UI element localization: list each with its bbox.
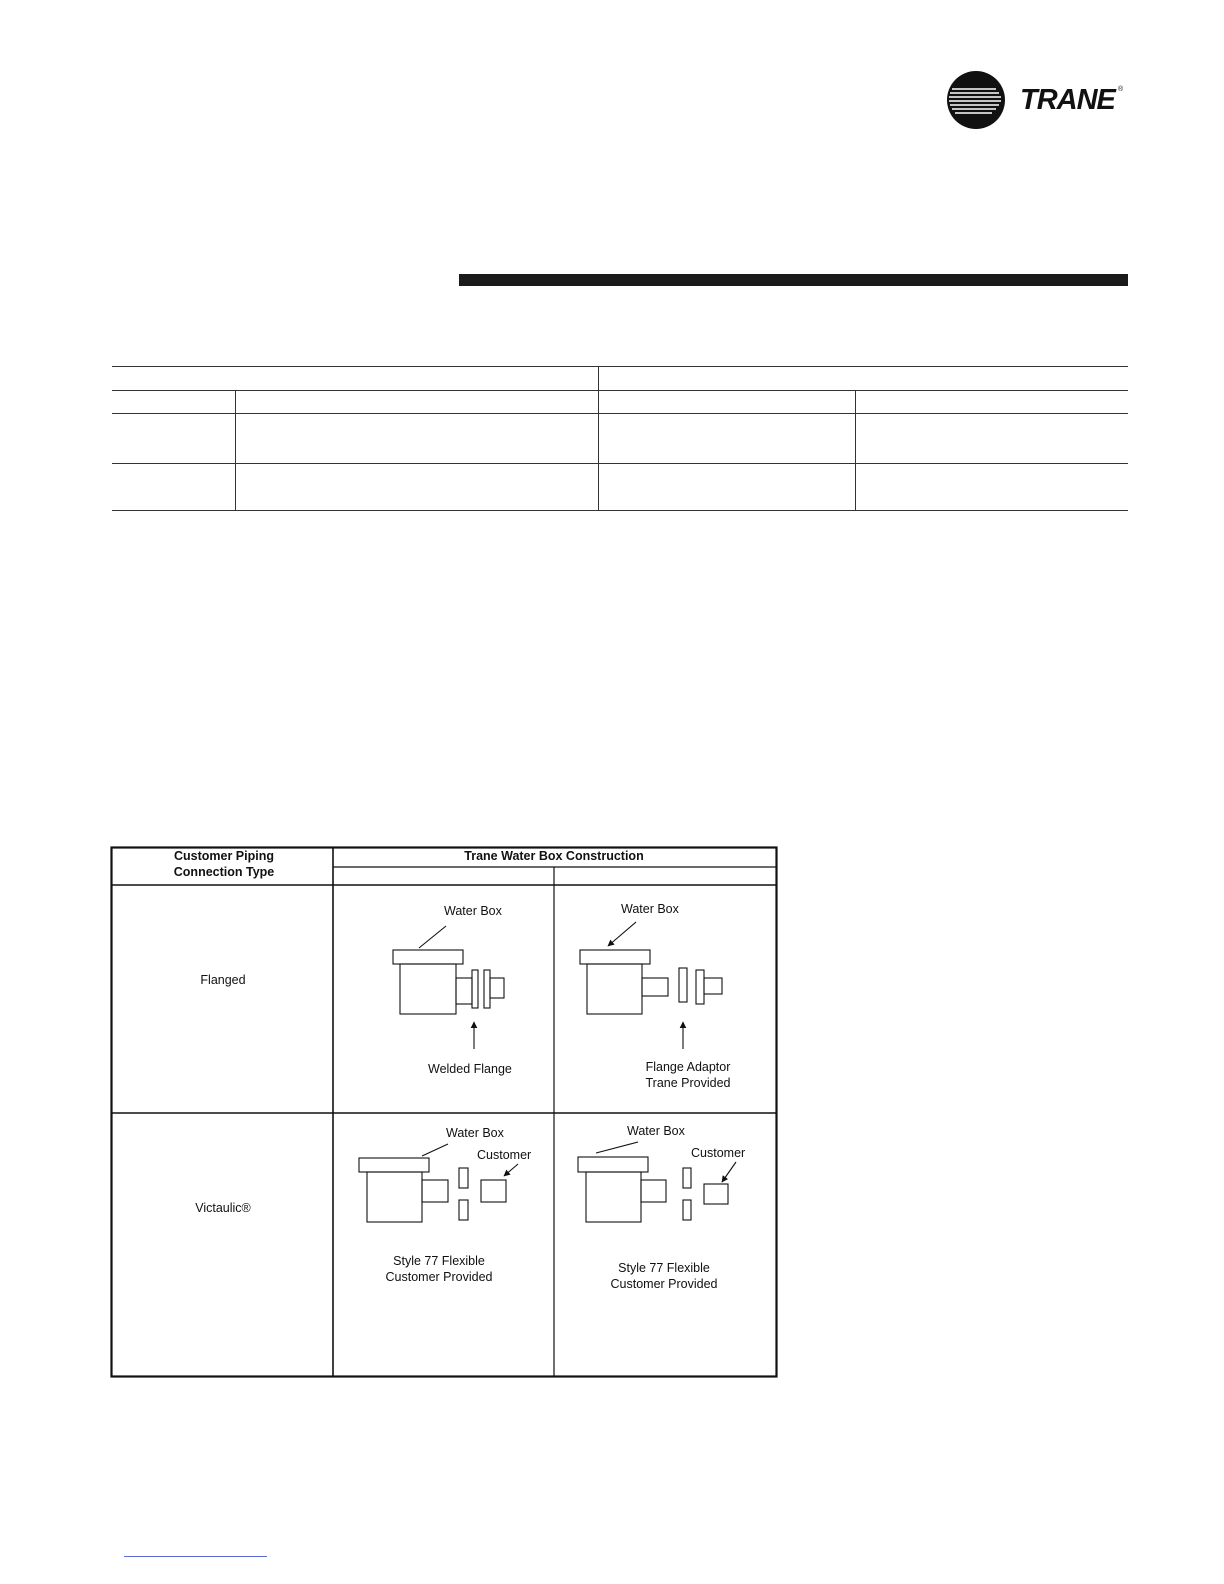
water-box-flange-adaptor-drawing xyxy=(580,922,722,1049)
water-box-welded-flange-drawing xyxy=(393,926,504,1049)
water-box-figure xyxy=(110,846,778,1378)
label-flange-adaptor: Flange Adaptor xyxy=(645,1060,731,1074)
footer-link-underline[interactable] xyxy=(124,1556,267,1557)
water-box-diagram xyxy=(110,846,778,1378)
label-style-77-flexible: Style 77 Flexible xyxy=(618,1261,710,1275)
label-customer: Customer xyxy=(477,1148,532,1162)
table-rule-row xyxy=(112,463,1128,464)
header-water-box-construction: Trane Water Box Construction xyxy=(464,849,644,863)
label-customer-provided: Customer Provided xyxy=(385,1270,493,1284)
trane-wordmark: TRANE xyxy=(1020,84,1115,116)
table-divider-col3 xyxy=(855,390,856,511)
trane-logo-icon xyxy=(946,70,1006,130)
registered-mark: ® xyxy=(1118,86,1124,93)
trane-logo xyxy=(946,70,1136,132)
label-water-box: Water Box xyxy=(446,1126,504,1140)
row-label-flanged: Flanged xyxy=(200,973,246,987)
label-style-77-flexible: Style 77 Flexible xyxy=(393,1254,485,1268)
section-header-rule xyxy=(459,274,1128,286)
label-customer: Customer xyxy=(691,1146,746,1160)
label-water-box: Water Box xyxy=(444,904,502,918)
label-customer-provided: Customer Provided xyxy=(610,1277,718,1291)
label-welded-flange: Welded Flange xyxy=(428,1062,512,1076)
row-label-victaulic: Victaulic® xyxy=(195,1201,251,1215)
label-water-box: Water Box xyxy=(621,902,679,916)
table-rule-top xyxy=(112,366,1128,367)
header-customer-piping: Customer Piping xyxy=(173,849,275,863)
specification-table xyxy=(112,366,1128,511)
table-divider-col1 xyxy=(235,390,236,511)
table-divider-main xyxy=(598,366,599,511)
label-water-box: Water Box xyxy=(627,1124,685,1138)
table-rule-bottom xyxy=(112,510,1128,511)
header-connection-type: Connection Type xyxy=(173,865,275,879)
table-rule-subheader xyxy=(112,413,1128,414)
table-rule-header xyxy=(112,390,1128,391)
label-trane-provided: Trane Provided xyxy=(645,1076,731,1090)
